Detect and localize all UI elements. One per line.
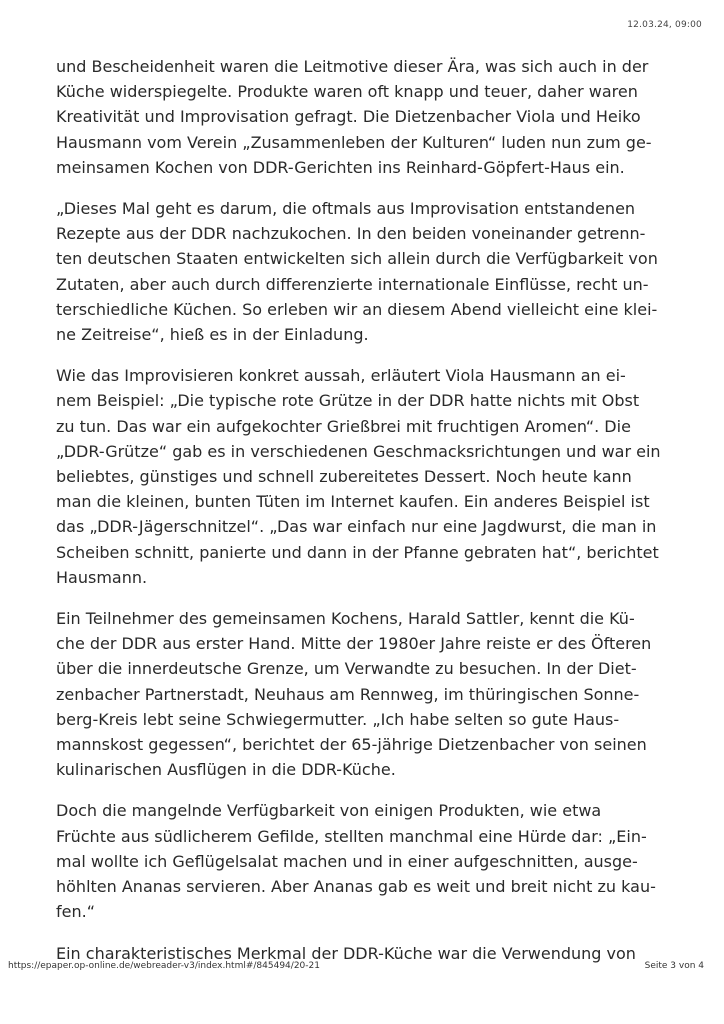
text-line: Hausmann vom Verein „Zusammenleben der Kulturen“ luden nun zum ge-: [56, 132, 652, 152]
print-timestamp: 12.03.24, 09:00: [627, 20, 702, 30]
text-line: Rezepte aus der DDR nachzukochen. In den beiden voneinander getrenn-: [56, 224, 646, 244]
text-line: Ein Teilnehmer des gemeinsamen Kochens, Harald Sattler, kennt die Kü-: [56, 609, 635, 629]
text-line: ten deutschen Staaten entwickelten sich allein durch die Verfügbarkeit von: [56, 249, 658, 269]
text-line: „Dieses Mal geht es darum, die oftmals aus Improvisation entstandenen: [56, 199, 636, 219]
text-line: kulinarischen Ausflügen in die DDR-Küche.: [56, 760, 396, 780]
text-line: fen.“: [56, 902, 95, 922]
text-line: Küche widerspiegelte. Produkte waren oft knapp und teuer, daher waren: [56, 82, 638, 102]
text-line: mannskost gegessen“, berichtet der 65-jährige Dietzenbacher von seinen: [56, 735, 647, 755]
page-number: Seite 3 von 4: [644, 961, 704, 971]
text-line: mal wollte ich Geflügelsalat machen und in einer aufgeschnitten, ausge-: [56, 851, 638, 871]
text-line: Ein charakteristisches Merkmal der DDR-Küche war die Verwendung von: [56, 943, 636, 963]
text-line: Scheiben schnitt, panierte und dann in der Pfanne gebraten hat“, berichtet: [56, 542, 659, 562]
text-line: che der DDR aus erster Hand. Mitte der 1980er Jahre reiste er des Öfteren: [56, 634, 652, 654]
text-line: Hausmann.: [56, 567, 148, 587]
text-line: das „DDR-Jägerschnitzel“. „Das war einfach nur eine Jagdwurst, die man in: [56, 517, 657, 537]
text-line: terschiedliche Küchen. So erleben wir an diesem Abend vielleicht eine klei-: [56, 299, 658, 319]
text-line: höhlten Ananas servieren. Aber Ananas gab es weit und breit nicht zu kau-: [56, 877, 656, 897]
paragraph: [56, 196, 668, 347]
text-line: „DDR-Grütze“ gab es in verschiedenen Geschmacksrichtungen und war ein: [56, 441, 661, 461]
text-line: nem Beispiel: „Die typische rote Grütze in der DDR hatte nichts mit Obst: [56, 391, 640, 411]
text-line: Kreativität und Improvisation gefragt. Die Dietzenbacher Viola und Heiko: [56, 107, 641, 127]
paragraph: [56, 606, 668, 782]
text-line: ne Zeitreise“, hieß es in der Einladung.: [56, 325, 369, 345]
text-line: meinsamen Kochen von DDR-Gerichten ins Reinhard-Göpfert-Haus ein.: [56, 157, 625, 177]
paragraph: [56, 54, 668, 180]
paragraph: [56, 363, 668, 590]
paragraph: [56, 798, 668, 924]
text-line: über die innerdeutsche Grenze, um Verwandte zu besuchen. In der Diet-: [56, 659, 637, 679]
text-line: berg-Kreis lebt seine Schwiegermutter. „Ich habe selten so gute Haus-: [56, 709, 620, 729]
text-line: zu tun. Das war ein aufgekochter Grießbrei mit fruchtigen Aromen“. Die: [56, 416, 631, 436]
text-line: man die kleinen, bunten Tüten im Internet kaufen. Ein anderes Beispiel ist: [56, 492, 650, 512]
text-line: Zutaten, aber auch durch differenzierte internationale Einflüsse, recht un-: [56, 274, 649, 294]
text-line: beliebtes, günstiges und schnell zubereitetes Dessert. Noch heute kann: [56, 467, 632, 487]
text-line: und Bescheidenheit waren die Leitmotive dieser Ära, was sich auch in der: [56, 57, 649, 76]
text-line: Früchte aus südlicherem Gefilde, stellten manchmal eine Hürde dar: „Ein-: [56, 826, 647, 846]
text-line: Wie das Improvisieren konkret aussah, erläutert Viola Hausmann an ei-: [56, 366, 626, 386]
text-line: Doch die mangelnde Verfügbarkeit von einigen Produkten, wie etwa: [56, 801, 602, 821]
article-body: [56, 54, 668, 982]
text-line: zenbacher Partnerstadt, Neuhaus am Rennweg, im thüringischen Sonne-: [56, 684, 640, 704]
source-url: https://epaper.op-online.de/webreader-v3/index.html#/845494/20-21: [8, 961, 320, 971]
